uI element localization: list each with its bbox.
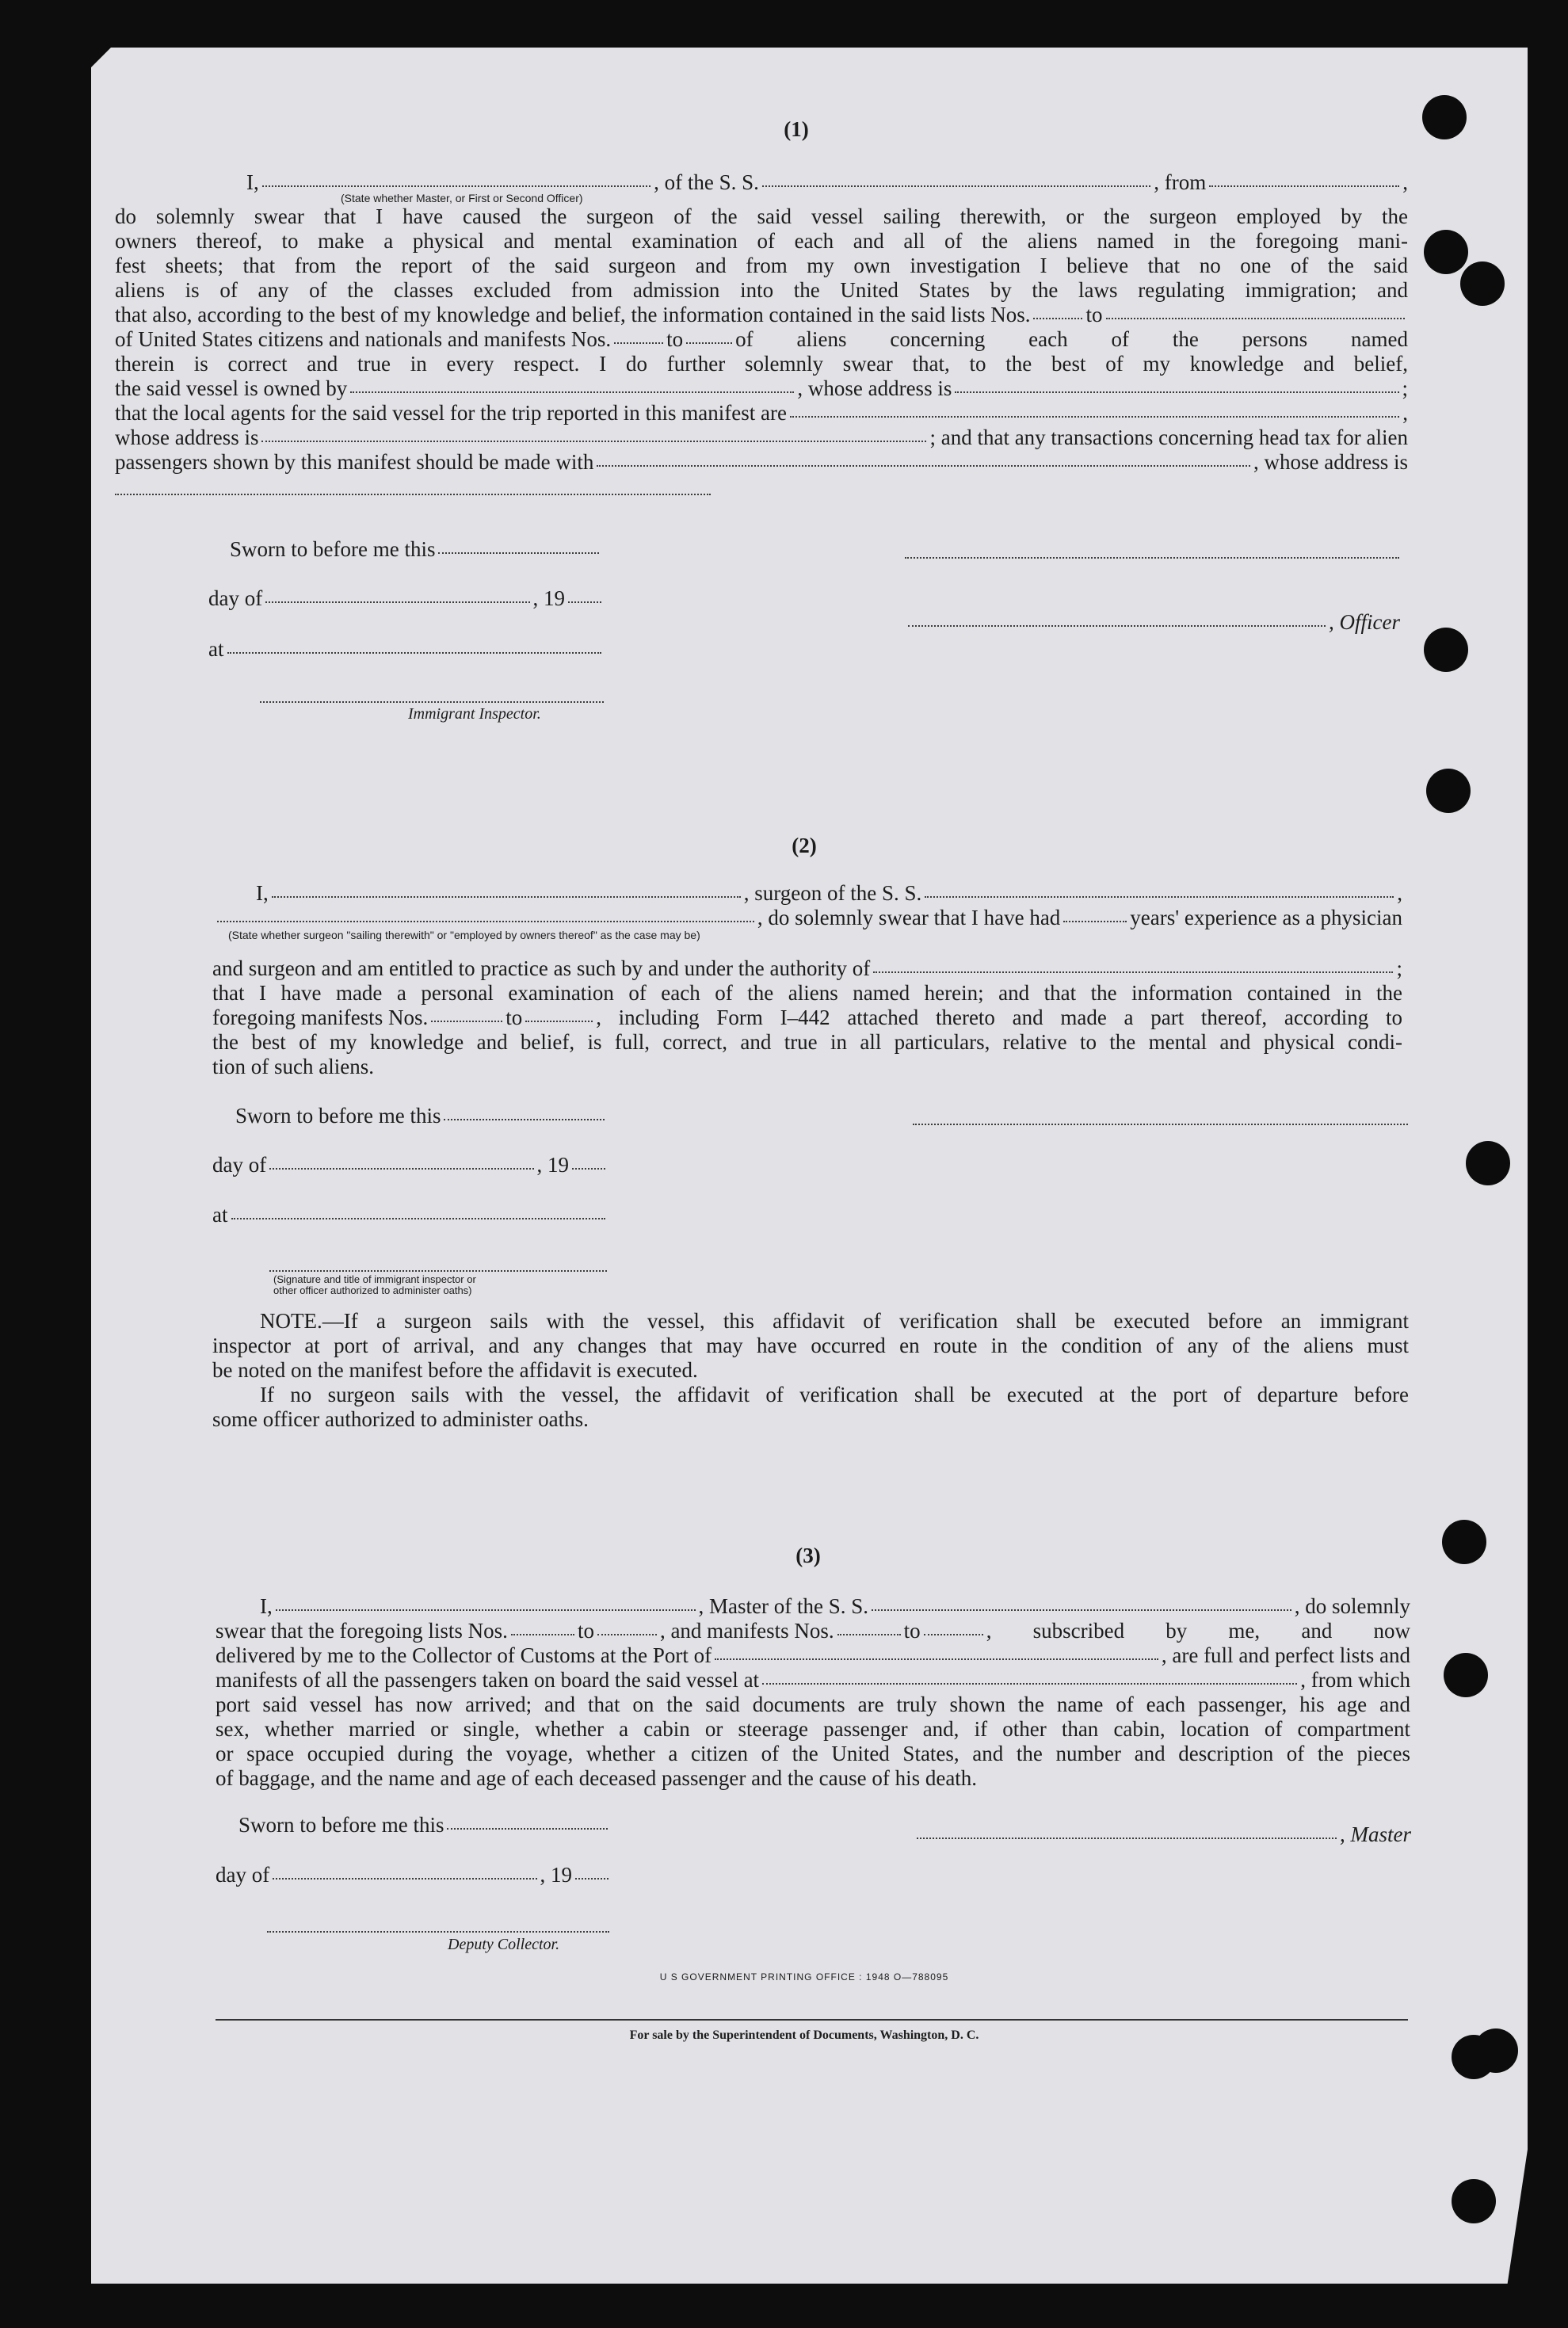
text: I,: [260, 1594, 273, 1618]
section-3-number: (3): [795, 1544, 821, 1567]
text: to: [666, 327, 684, 351]
sworn-line-2: [235, 1104, 608, 1128]
text: the said vessel is owned by: [115, 376, 348, 400]
text: , surgeon of the S. S.: [743, 881, 922, 905]
text: , Master of the S. S.: [698, 1594, 868, 1618]
officer-line: [905, 610, 1400, 635]
punch-hole: [1424, 230, 1468, 274]
label-from: , from: [1154, 170, 1207, 194]
place-blank[interactable]: [231, 1218, 606, 1219]
list-from-blank[interactable]: [511, 1634, 574, 1635]
para-line: [115, 376, 1408, 401]
text: , whose address is: [797, 376, 952, 400]
para-line: [216, 1643, 1410, 1668]
day-of-line-3: [216, 1863, 612, 1887]
note-line: [212, 1309, 1409, 1334]
inspector-signature-line[interactable]: [260, 701, 604, 703]
master-vessel-blank[interactable]: [872, 1609, 1291, 1611]
para-line: [216, 1668, 1410, 1693]
para-line: port said vessel has now arrived; and that on the said documents are truly shown the name of each passenger, his age and: [216, 1693, 1410, 1716]
text: , 19: [532, 586, 565, 610]
text: manifests of all the passengers taken on board the said vessel at: [216, 1668, 760, 1692]
owner-address-blank[interactable]: [955, 391, 1398, 393]
sworn-line-3: [238, 1813, 611, 1838]
section-2-number: (2): [792, 834, 817, 857]
owner-blank[interactable]: [350, 391, 794, 393]
para-line: do solemnly swear that I have caused the surgeon of the said vessel sailing therewith, or the surgeon employed by the: [115, 204, 1408, 228]
para-line: owners thereof, to make a physical and mental examination of each and all of the aliens named in the foregoing mani-: [115, 229, 1408, 253]
text: at: [212, 1203, 228, 1227]
collector-signature-line[interactable]: [267, 1931, 609, 1933]
punch-hole: [1460, 261, 1505, 306]
text: delivered by me to the Collector of Customs at the Port of: [216, 1643, 712, 1667]
local-agents-blank[interactable]: [790, 416, 1399, 418]
text: passengers shown by this manifest should be made with: [115, 450, 594, 474]
gpo-imprint: U S GOVERNMENT PRINTING OFFICE : 1948 O—788095: [659, 1971, 949, 1983]
punch-hole: [1452, 2179, 1496, 2223]
surgeon-caption: (State whether surgeon "sailing therewith" or "employed by owners thereof" as the case may be): [228, 929, 700, 941]
text: to: [505, 1006, 523, 1029]
list-to-blank[interactable]: [597, 1634, 657, 1635]
month-blank[interactable]: [265, 601, 529, 603]
section-2-note: [212, 1309, 1409, 1432]
section-1-affidavit: [115, 170, 1408, 495]
para-line: [115, 303, 1408, 327]
para-line: or space occupied during the voyage, whether a citizen of the United States, and the number and description of the pieces: [216, 1742, 1410, 1765]
at-line-2: [212, 1203, 609, 1227]
surgeon-name-blank[interactable]: [272, 896, 741, 898]
sworn-line-1: [230, 537, 602, 562]
day-of-line-1: [208, 586, 605, 611]
list-to-blank[interactable]: [1106, 318, 1406, 319]
note-line: be noted on the manifest before the affidavit is executed.: [212, 1358, 698, 1382]
note-line: If no surgeon sails with the vessel, the affidavit of verification shall be executed at the port of departure before: [260, 1383, 1409, 1406]
manifest-from-blank[interactable]: [431, 1021, 502, 1022]
text: whose address is: [115, 426, 259, 449]
text: (Signature and title of immigrant inspector or: [273, 1273, 476, 1285]
departure-port-blank[interactable]: [1209, 185, 1399, 187]
master-signature-blank[interactable]: [917, 1838, 1337, 1839]
surgeon-line: [214, 881, 1402, 906]
para-line: therein is correct and true in every respect. I do further solemnly swear that, to the best of my knowledge and belief,: [115, 352, 1408, 376]
year-blank[interactable]: [568, 601, 601, 603]
note-line: some officer authorized to administer oaths.: [212, 1407, 589, 1431]
list-from-blank[interactable]: [1033, 318, 1082, 319]
manifest-to-blank[interactable]: [686, 342, 732, 344]
text: to: [1085, 303, 1103, 326]
para-line: [212, 1006, 1402, 1030]
text: that the local agents for the said vessel for the trip reported in this manifest are: [115, 401, 787, 425]
punch-hole: [1424, 628, 1468, 672]
label-of-ss: , of the S. S.: [654, 170, 759, 194]
text: ;: [1402, 376, 1409, 400]
master-signature-line[interactable]: [905, 557, 1399, 559]
text: of United States citizens and nationals and manifests Nos.: [115, 327, 612, 351]
text: , are full and perfect lists and: [1161, 1643, 1410, 1667]
text: day of: [216, 1863, 270, 1887]
para-line: [212, 956, 1402, 981]
officer-name-blank[interactable]: [262, 185, 650, 187]
sale-notice: For sale by the Superintendent of Documents, Washington, D. C.: [629, 2028, 979, 2042]
para-line: [216, 1594, 1410, 1619]
text: , subscribed by me, and now: [986, 1619, 1410, 1643]
day-of-line-2: [212, 1153, 609, 1177]
manifest-to-blank[interactable]: [924, 1634, 983, 1635]
punch-hole: [1444, 1653, 1488, 1697]
text: Sworn to before me this: [238, 1813, 444, 1837]
master-line: [914, 1822, 1411, 1847]
officer-caption: (State whether Master, or First or Second Officer): [341, 192, 583, 204]
text: , from which: [1300, 1668, 1410, 1692]
para-line: of baggage, and the name and age of each deceased passenger and the cause of his death.: [216, 1766, 978, 1790]
text: and surgeon and am entitled to practice as such by and under the authority of: [212, 956, 871, 980]
text: to: [903, 1619, 921, 1643]
para-line: [115, 327, 1408, 352]
text: , whose address is: [1253, 450, 1408, 474]
text: at: [208, 637, 224, 661]
text: , and manifests Nos.: [659, 1619, 834, 1643]
section-2-affidavit: [212, 956, 1402, 1079]
text: , do solemnly: [1294, 1594, 1411, 1618]
para-line: [115, 401, 1408, 426]
boarding-port-blank[interactable]: [762, 1683, 1297, 1685]
year-blank[interactable]: [572, 1168, 605, 1170]
surgeon-signature-line[interactable]: [913, 1124, 1408, 1125]
punch-hole: [1426, 769, 1471, 813]
comma: ,: [1402, 170, 1408, 194]
surgeon-status-blank[interactable]: [217, 921, 754, 922]
text: , 19: [536, 1153, 569, 1177]
text: day of: [208, 586, 263, 610]
para-line: sex, whether married or single, whether a cabin or steerage passenger and, if other than cabin, location of compartment: [216, 1717, 1410, 1741]
text: that also, according to the best of my knowledge and belief, the information contained in the said lists Nos.: [115, 303, 1031, 326]
manifest-to-blank[interactable]: [525, 1021, 593, 1022]
section-1-number: (1): [784, 117, 809, 141]
head-tax-contact-blank[interactable]: [597, 465, 1250, 467]
agents-address-blank[interactable]: [261, 441, 926, 442]
punch-hole: [1466, 1141, 1510, 1185]
section-3-affidavit: [216, 1594, 1410, 1791]
text: swear that the foregoing lists Nos.: [216, 1619, 508, 1643]
text: to: [577, 1619, 594, 1643]
para-line: the best of my knowledge and belief, is full, correct, and true in all particulars, relative to the mental and physical condi-: [212, 1030, 1402, 1054]
text: ,: [1402, 401, 1408, 425]
sworn-day-blank[interactable]: [447, 1828, 608, 1830]
para-line: fest sheets; that from the report of the said surgeon and from my own investigation I believe that no one of the said: [115, 254, 1408, 277]
immigrant-inspector-label: Immigrant Inspector.: [408, 705, 541, 723]
text: day of: [212, 1153, 267, 1177]
years-blank[interactable]: [1063, 921, 1127, 922]
inspector-signature-line[interactable]: [269, 1270, 607, 1272]
para-line: tion of such aliens.: [212, 1055, 374, 1078]
footer-rule: [216, 2019, 1408, 2021]
authority-blank[interactable]: [873, 971, 1393, 973]
text: , Master: [1340, 1822, 1411, 1846]
month-blank[interactable]: [273, 1878, 536, 1880]
text: , do solemnly swear that I have had: [757, 906, 1061, 929]
surgeon-vessel-blank[interactable]: [925, 896, 1394, 898]
para-line: [115, 426, 1408, 450]
month-blank[interactable]: [269, 1168, 533, 1170]
text: ; and that any transactions concerning head tax for alien: [929, 426, 1408, 449]
section-2-first-lines: [214, 881, 1402, 941]
at-line-1: [208, 637, 605, 662]
para-line: [115, 450, 1408, 475]
para-line: aliens is of any of the classes excluded from admission into the United States by the laws regulating immigration; and: [115, 278, 1408, 302]
officer-signature-blank[interactable]: [908, 625, 1326, 627]
label-i: I,: [246, 170, 259, 194]
text: Sworn to before me this: [235, 1104, 441, 1128]
text: Sworn to before me this: [230, 537, 436, 561]
note-label: NOTE.: [260, 1309, 322, 1333]
text: of aliens concerning each of the persons named: [735, 327, 1408, 351]
para-line: that I have made a personal examination of each of the aliens named herein; and that the information contained in the: [212, 981, 1402, 1005]
sworn-day-blank[interactable]: [438, 552, 599, 554]
text: ;: [1396, 956, 1402, 980]
text: years' experience as a physician: [1130, 906, 1402, 929]
text: , 19: [540, 1863, 572, 1887]
manifest-from-blank[interactable]: [614, 342, 663, 344]
text: —If a surgeon sails with the vessel, this affidavit of verification shall be executed before an immigrant: [322, 1309, 1409, 1333]
text: , including Form I–442 attached thereto and made a part thereof, according to: [596, 1006, 1402, 1029]
text: other officer authorized to administer oaths): [273, 1284, 472, 1296]
text: I,: [256, 881, 269, 905]
sworn-day-blank[interactable]: [444, 1119, 605, 1120]
deputy-collector-label: Deputy Collector.: [448, 1936, 560, 1953]
para-line: [216, 1619, 1410, 1643]
signature-caption: [273, 1274, 476, 1296]
head-tax-address-blank[interactable]: [115, 494, 711, 495]
text: , Officer: [1329, 610, 1400, 634]
note-line: inspector at port of arrival, and any changes that may have occurred en route in the condition of any of the aliens must: [212, 1334, 1409, 1357]
manifest-from-blank[interactable]: [837, 1634, 901, 1635]
collector-port-blank[interactable]: [715, 1658, 1158, 1660]
master-name-blank[interactable]: [276, 1609, 696, 1611]
year-blank[interactable]: [575, 1878, 609, 1880]
experience-line: [214, 906, 1402, 930]
place-blank[interactable]: [227, 652, 602, 654]
vessel-name-blank[interactable]: [762, 185, 1150, 187]
text: ,: [1397, 881, 1403, 905]
text: foregoing manifests Nos.: [212, 1006, 429, 1029]
